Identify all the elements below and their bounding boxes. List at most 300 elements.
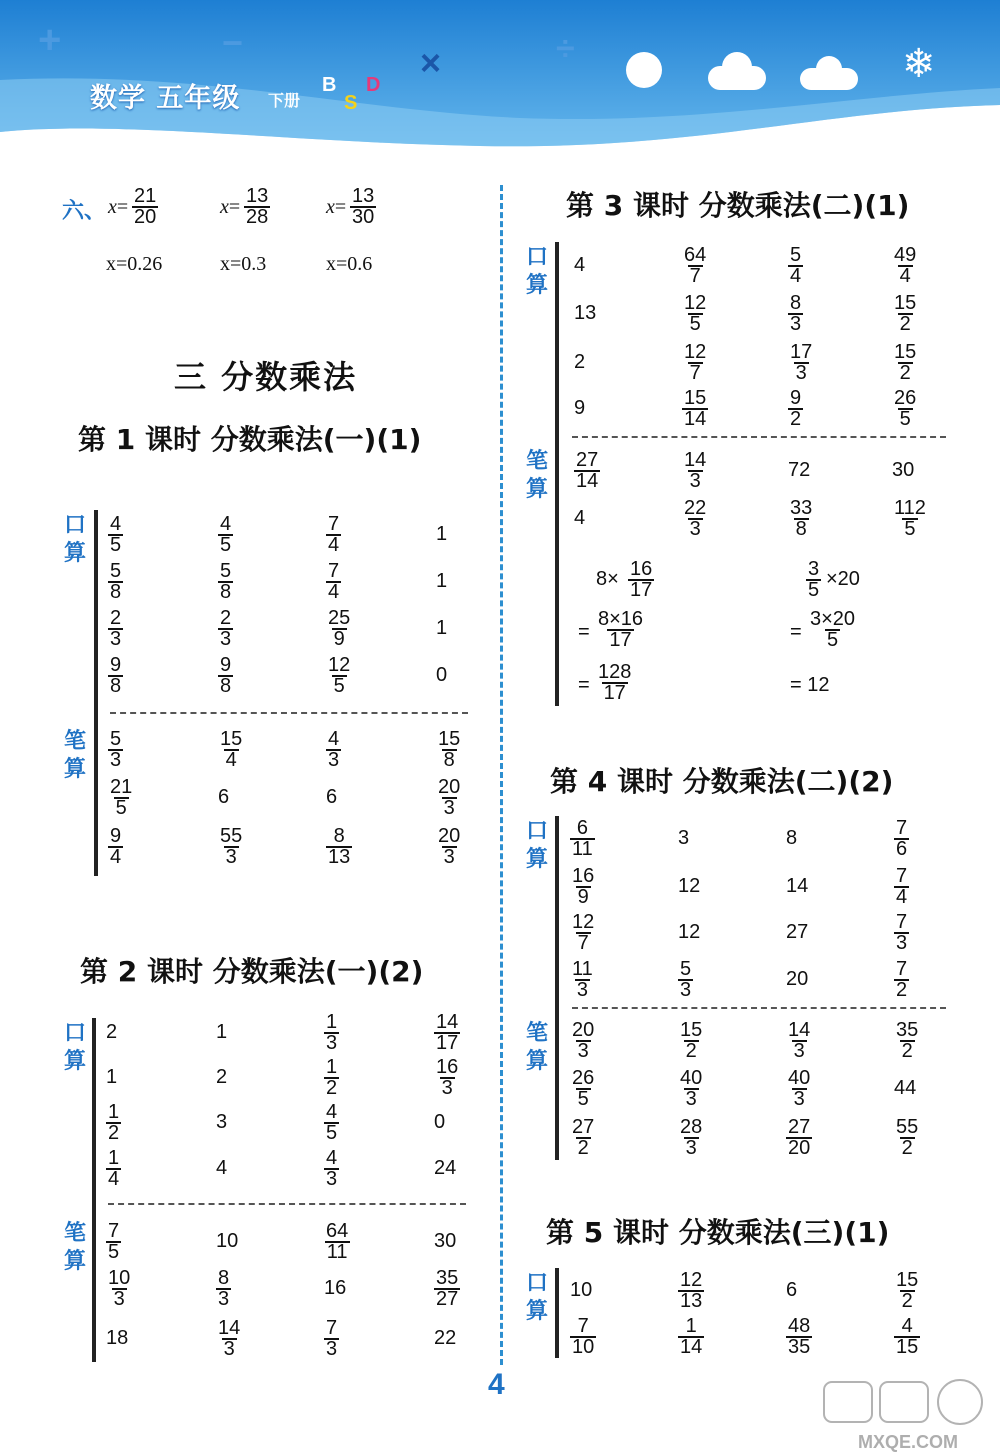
badge-letter-b: B: [322, 74, 337, 96]
lesson-2-written-label: 笔算: [63, 1221, 86, 1274]
numerator: 7: [577, 1315, 589, 1337]
numerator: 5: [110, 728, 122, 750]
lesson-4-written-label: 笔算: [525, 1021, 548, 1074]
written-answer: [434, 1269, 460, 1309]
times-icon: ×: [420, 42, 442, 83]
calc-fraction: [628, 560, 654, 600]
calc-fraction: [596, 663, 633, 703]
denominator: 8: [220, 581, 232, 603]
oral-answer: 10: [570, 1279, 593, 1301]
denominator: 4: [328, 581, 340, 603]
oral-answer: 0: [434, 1111, 446, 1133]
written-answer: 10: [216, 1230, 239, 1252]
numerator: 12: [684, 292, 707, 314]
calc-fraction: [808, 610, 857, 650]
oral-answer: [326, 515, 341, 555]
numerator: 14: [436, 1011, 459, 1033]
written-answer: [436, 827, 462, 867]
written-answer: [570, 1118, 596, 1158]
oral-answer: [894, 1317, 920, 1357]
written-answer: 6: [218, 786, 230, 808]
denominator: 3: [326, 1168, 338, 1190]
book-title: 数学 五年级: [90, 83, 241, 114]
oral-answer: [570, 960, 595, 1000]
denominator: 3: [685, 1137, 697, 1159]
denominator: 3: [577, 1040, 589, 1062]
numerator: 7: [108, 1220, 120, 1242]
numerator: 3: [808, 558, 820, 580]
oral-answer: 3: [216, 1111, 228, 1133]
written-answer: [786, 1069, 812, 1109]
numerator: 27: [576, 449, 599, 471]
oral-answer: [108, 656, 123, 696]
numerator: 5: [220, 560, 232, 582]
equals-sign: =: [578, 621, 590, 643]
oral-answer: [786, 1317, 812, 1357]
denominator: 5: [108, 1241, 120, 1263]
numerator: 16: [572, 865, 595, 887]
numerator: 15: [894, 341, 917, 363]
numerator: 15: [220, 728, 243, 750]
written-answer: [574, 451, 600, 491]
numerator: 40: [680, 1067, 703, 1089]
numerator: 1: [326, 1011, 338, 1033]
oral-answer: [218, 609, 233, 649]
written-answer: [786, 1021, 812, 1061]
numerator: 4: [220, 513, 232, 535]
numerator: 4: [326, 1101, 338, 1123]
oral-answer: [434, 1013, 460, 1053]
numerator: 2: [110, 607, 122, 629]
oral-answer: 1: [436, 570, 448, 592]
numerator: 2: [220, 607, 232, 629]
denominator: 3: [443, 846, 455, 868]
numerator: 15: [684, 387, 707, 409]
oral-answer: 1: [216, 1021, 228, 1043]
denominator: 3: [220, 628, 232, 650]
equals-sign: =: [578, 674, 590, 696]
oral-answer: [324, 1013, 339, 1053]
vertical-rule: [94, 510, 98, 876]
calc-fraction: [596, 610, 645, 650]
dashed-separator: [110, 712, 468, 714]
oral-answer: 1: [436, 523, 448, 545]
denominator: 3: [576, 979, 588, 1001]
numerator: 13: [246, 185, 269, 207]
cloud-icon: [708, 52, 770, 92]
lesson-4-oral-label: 口算: [525, 819, 548, 872]
numerator: 3×20: [810, 608, 856, 630]
numerator: 7: [896, 958, 908, 980]
denominator: 17: [609, 629, 632, 651]
cloud-icon: [800, 56, 862, 92]
oral-answer: 2: [106, 1021, 118, 1043]
divide-icon: ÷: [556, 30, 575, 68]
denominator: 9: [577, 886, 589, 908]
numerator: 55: [896, 1116, 919, 1138]
denominator: 4: [225, 749, 237, 771]
page-number: 4: [488, 1368, 505, 1401]
variable-x-label: x=: [326, 196, 347, 218]
numerator: 16: [630, 558, 653, 580]
written-answer: 4: [574, 507, 586, 529]
numerator: 5: [680, 958, 692, 980]
written-answer: [892, 499, 928, 539]
written-answer: [216, 1319, 242, 1359]
numerator: 27: [572, 1116, 595, 1138]
calc-operand: ×20: [826, 568, 860, 590]
oral-answer: [788, 246, 803, 286]
numerator: 4: [328, 728, 340, 750]
denominator: 3: [441, 1077, 453, 1099]
written-answer: 44: [894, 1077, 917, 1099]
denominator: 17: [630, 579, 653, 601]
oral-answer: 14: [786, 875, 809, 897]
oral-answer: [894, 1271, 920, 1311]
oral-answer: [326, 562, 341, 602]
numerator: 9: [790, 387, 802, 409]
numerator: 9: [110, 825, 122, 847]
numerator: 35: [896, 1019, 919, 1041]
numerator: 15: [680, 1019, 703, 1041]
numerator: 21: [134, 185, 157, 207]
numerator: 40: [788, 1067, 811, 1089]
column-divider: [500, 185, 503, 1365]
watermark-logo: [820, 1378, 995, 1454]
numerator: 7: [896, 911, 908, 933]
written-answer: 30: [892, 459, 915, 481]
numerator: 4: [326, 1147, 338, 1169]
oral-answer: [682, 294, 708, 334]
numerator: 14: [788, 1019, 811, 1041]
oral-answer: [892, 343, 918, 383]
numerator: 10: [108, 1267, 131, 1289]
oral-answer: 3: [678, 827, 690, 849]
numerator: 8: [333, 825, 345, 847]
oral-answer: 4: [574, 254, 586, 276]
oral-answer: [682, 389, 708, 429]
variable-x-label: x=: [108, 196, 129, 218]
section-six-label: 六、: [62, 199, 107, 224]
section-six-answer: [350, 187, 376, 227]
oral-answer: 6: [786, 1279, 798, 1301]
numerator: 4: [901, 1315, 913, 1337]
vertical-rule: [555, 1268, 559, 1358]
oral-answer: [894, 819, 909, 859]
sun-icon: [626, 52, 662, 88]
denominator: 11: [572, 838, 593, 860]
oral-answer: 13: [574, 302, 597, 324]
denominator: 14: [684, 408, 707, 430]
written-answer: [324, 1222, 350, 1262]
snowflake-icon: ❄: [902, 41, 936, 87]
denominator: 3: [326, 1032, 338, 1054]
numerator: 9: [110, 654, 122, 676]
written-answer: [786, 1118, 812, 1158]
oral-answer: 1: [106, 1066, 118, 1088]
oral-answer: [570, 867, 596, 907]
calc-result: = 12: [790, 674, 830, 696]
denominator: 5: [326, 1122, 338, 1144]
numerator: 33: [790, 497, 813, 519]
denominator: 3: [328, 749, 340, 771]
written-answer: 16: [324, 1277, 347, 1299]
numerator: 12: [680, 1269, 703, 1291]
oral-answer: [894, 960, 909, 1000]
numerator: 13: [352, 185, 375, 207]
denominator: 3: [223, 1338, 235, 1360]
denominator: 3: [793, 1040, 805, 1062]
oral-answer: [682, 246, 708, 286]
oral-answer: 20: [786, 968, 809, 990]
dashed-separator: [572, 436, 946, 438]
oral-answer: [218, 562, 233, 602]
numerator: 8: [790, 292, 802, 314]
oral-answer: [788, 294, 803, 334]
denominator: 7: [689, 362, 701, 384]
oral-answer: 8: [786, 827, 798, 849]
written-answer: [436, 778, 462, 818]
oral-answer: [324, 1149, 339, 1189]
written-answer: [108, 778, 134, 818]
denominator: 3: [795, 362, 807, 384]
oral-answer: 24: [434, 1157, 457, 1179]
oral-answer: [570, 913, 596, 953]
dashed-separator: [108, 1203, 466, 1205]
denominator: 2: [685, 1040, 697, 1062]
denominator: 20: [134, 206, 157, 228]
book-volume: 下册: [268, 91, 301, 110]
numerator: 35: [436, 1267, 459, 1289]
numerator: 20: [438, 776, 461, 798]
lesson-3-title: 第 3 课时 分数乘法(二)(1): [566, 189, 910, 222]
oral-answer: [108, 562, 123, 602]
oral-answer: 4: [216, 1157, 228, 1179]
lesson-1-title: 第 1 课时 分数乘法(一)(1): [78, 423, 422, 456]
numerator: 7: [896, 865, 908, 887]
oral-answer: 27: [786, 921, 809, 943]
numerator: 6: [576, 817, 588, 839]
numerator: 20: [438, 825, 461, 847]
denominator: 4: [790, 265, 802, 287]
denominator: 2: [901, 1290, 913, 1312]
oral-answer: [892, 294, 918, 334]
numerator: 12: [328, 654, 351, 676]
numerator: 48: [788, 1315, 811, 1337]
oral-answer: [218, 515, 233, 555]
denominator: 28: [246, 206, 269, 228]
numerator: 5: [110, 560, 122, 582]
plus-icon: +: [38, 18, 62, 62]
numerator: 8: [218, 1267, 230, 1289]
oral-answer: [678, 1317, 704, 1357]
numerator: 7: [896, 817, 908, 839]
denominator: 4: [896, 886, 908, 908]
denominator: 5: [899, 408, 911, 430]
written-answer: [324, 1319, 339, 1359]
denominator: 8: [220, 675, 232, 697]
oral-answer: [892, 246, 918, 286]
denominator: 2: [108, 1122, 120, 1144]
written-answer: [436, 730, 462, 770]
denominator: 3: [790, 313, 802, 335]
written-answer: [218, 730, 244, 770]
numerator: 5: [790, 244, 802, 266]
calc-fraction: [806, 560, 821, 600]
denominator: 8: [795, 518, 807, 540]
denominator: 35: [788, 1336, 811, 1358]
denominator: 2: [899, 362, 911, 384]
denominator: 15: [896, 1336, 919, 1358]
numerator: 112: [894, 497, 926, 519]
denominator: 3: [896, 932, 908, 954]
lesson-5-oral-label: 口算: [525, 1271, 548, 1324]
denominator: 5: [904, 518, 916, 540]
denominator: 3: [326, 1338, 338, 1360]
numerator: 15: [894, 292, 917, 314]
section-six-answer: [132, 187, 158, 227]
lesson-4-title: 第 4 课时 分数乘法(二)(2): [550, 765, 894, 798]
written-answer: [678, 1021, 704, 1061]
written-answer: [682, 499, 708, 539]
numerator: 64: [684, 244, 707, 266]
denominator: 3: [113, 1288, 125, 1310]
denominator: 3: [225, 846, 237, 868]
denominator: 2: [901, 1040, 913, 1062]
numerator: 14: [218, 1317, 241, 1339]
numerator: 12: [572, 911, 595, 933]
numerator: 17: [790, 341, 813, 363]
lesson-1-written-label: 笔算: [63, 729, 86, 782]
denominator: 3: [689, 470, 701, 492]
written-answer: [788, 499, 814, 539]
badge-letter-s: S: [344, 92, 358, 114]
denominator: 8: [110, 675, 122, 697]
oral-answer: [108, 609, 123, 649]
oral-answer: 2: [574, 351, 586, 373]
numerator: 26: [572, 1067, 595, 1089]
oral-answer: 12: [678, 921, 701, 943]
written-answer: [682, 451, 708, 491]
denominator: 4: [899, 265, 911, 287]
oral-answer: [326, 656, 352, 696]
numerator: 25: [328, 607, 351, 629]
numerator: 1: [108, 1147, 120, 1169]
written-answer: [678, 1069, 704, 1109]
numerator: 22: [684, 497, 707, 519]
numerator: 7: [328, 560, 340, 582]
numerator: 128: [598, 661, 632, 683]
denominator: 13: [328, 846, 351, 868]
numerator: 15: [896, 1269, 919, 1291]
equals-sign: =: [790, 621, 802, 643]
denominator: 5: [808, 579, 820, 601]
oral-answer: [106, 1149, 121, 1189]
denominator: 3: [793, 1088, 805, 1110]
calc-operand: 8×: [596, 568, 619, 590]
oral-answer: [434, 1058, 460, 1098]
oral-answer: [892, 389, 918, 429]
denominator: 27: [436, 1288, 459, 1310]
denominator: 2: [326, 1077, 338, 1099]
denominator: 3: [110, 628, 122, 650]
numerator: 15: [438, 728, 461, 750]
written-answer: [326, 827, 352, 867]
denominator: 11: [326, 1241, 348, 1263]
oral-answer: [324, 1058, 339, 1098]
denominator: 2: [577, 1137, 589, 1159]
denominator: 2: [901, 1137, 913, 1159]
oral-answer: 9: [574, 397, 586, 419]
numerator: 7: [326, 1317, 338, 1339]
vertical-rule: [92, 1018, 96, 1362]
written-answer: 6: [326, 786, 338, 808]
denominator: 2: [899, 313, 911, 335]
denominator: 5: [333, 675, 345, 697]
oral-answer: [106, 1103, 121, 1143]
lesson-3-written-label: 笔算: [525, 449, 548, 502]
denominator: 3: [685, 1088, 697, 1110]
variable-x-label: x=: [220, 196, 241, 218]
denominator: 13: [680, 1290, 703, 1312]
numerator: 1: [326, 1056, 338, 1078]
written-answer: [678, 1118, 704, 1158]
denominator: 30: [352, 206, 375, 228]
written-answer: [894, 1118, 920, 1158]
written-answer: [894, 1021, 920, 1061]
numerator: 20: [572, 1019, 595, 1041]
written-answer: [570, 1021, 596, 1061]
numerator: 26: [894, 387, 917, 409]
numerator: 1: [685, 1315, 697, 1337]
denominator: 17: [436, 1032, 459, 1054]
oral-answer: 2: [216, 1066, 228, 1088]
numerator: 21: [110, 776, 133, 798]
lesson-2-oral-label: 口算: [63, 1021, 86, 1074]
written-answer: [218, 827, 244, 867]
denominator: 3: [689, 518, 701, 540]
numerator: 11: [572, 958, 593, 980]
denominator: 3: [218, 1288, 230, 1310]
numerator: 12: [684, 341, 707, 363]
written-answer: 18: [106, 1327, 129, 1349]
minus-icon: −: [222, 22, 244, 63]
section-six-answer: x=0.26: [106, 253, 163, 275]
numerator: 27: [788, 1116, 811, 1138]
denominator: 3: [110, 749, 122, 771]
oral-answer: [570, 1317, 596, 1357]
numerator: 4: [110, 513, 122, 535]
denominator: 14: [576, 470, 599, 492]
denominator: 8: [443, 749, 455, 771]
section-six-answer: [244, 187, 270, 227]
denominator: 5: [110, 534, 122, 556]
denominator: 4: [110, 846, 122, 868]
oral-answer: [788, 389, 803, 429]
dashed-separator: [572, 1007, 946, 1009]
denominator: 4: [108, 1168, 120, 1190]
written-answer: [326, 730, 341, 770]
oral-answer: [570, 819, 595, 859]
denominator: 20: [788, 1137, 811, 1159]
denominator: 5: [689, 313, 701, 335]
svg-text:MXQE.COM: MXQE.COM: [857, 1432, 959, 1452]
oral-answer: 12: [678, 875, 701, 897]
numerator: 14: [684, 449, 707, 471]
vertical-rule: [555, 242, 559, 706]
numerator: 9: [220, 654, 232, 676]
denominator: 8: [110, 581, 122, 603]
